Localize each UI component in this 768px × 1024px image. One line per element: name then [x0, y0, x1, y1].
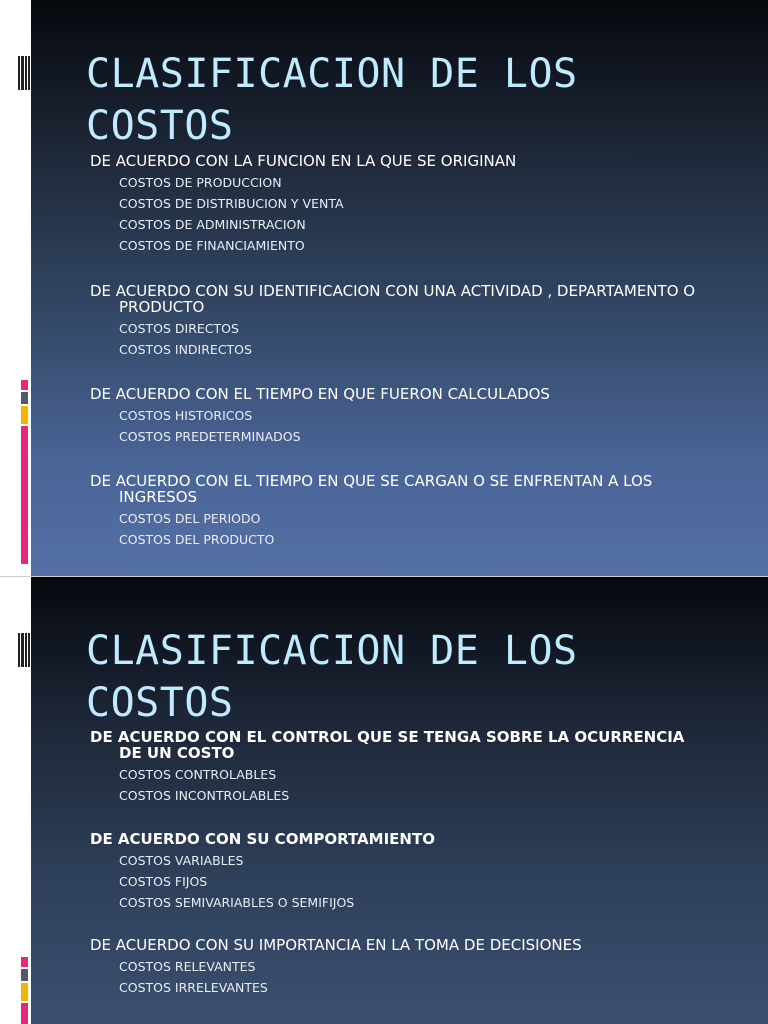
section-heading: DE ACUERDO CON SU COMPORTAMIENTO	[90, 830, 435, 848]
list-item: COSTOS INDIRECTOS	[119, 342, 252, 357]
list-item: COSTOS RELEVANTES	[119, 959, 256, 974]
section-heading: DE ACUERDO CON EL CONTROL QUE SE TENGA SOBRE LA OCURRENCIA DE UN COSTO	[90, 728, 685, 762]
section-heading: DE ACUERDO CON EL TIEMPO EN QUE FUERON CALCULADOS	[90, 385, 550, 403]
barcode-icon	[18, 56, 30, 90]
section	[90, 473, 708, 550]
section-heading: DE ACUERDO CON EL TIEMPO EN QUE SE CARGAN O SE ENFRENTAN A LOS INGRESOS	[90, 472, 653, 506]
section	[90, 729, 708, 806]
slide-title: CLASIFICACION DE LOS COSTOS	[86, 628, 578, 726]
list-item: COSTOS HISTORICOS	[119, 408, 253, 423]
accent-bar	[21, 957, 28, 1024]
barcode-icon	[18, 633, 30, 667]
list-item: COSTOS DEL PRODUCTO	[119, 532, 275, 547]
section-heading: DE ACUERDO CON LA FUNCION EN LA QUE SE ORIGINAN	[90, 152, 517, 170]
slide-title: CLASIFICACION DE LOS COSTOS	[86, 51, 578, 149]
section	[90, 831, 708, 913]
list-item: COSTOS CONTROLABLES	[119, 767, 277, 782]
list-item: COSTOS DE PRODUCCION	[119, 175, 282, 190]
section-heading: DE ACUERDO CON SU IDENTIFICACION CON UNA ACTIVIDAD , DEPARTAMENTO O PRODUCTO	[90, 282, 696, 316]
section	[90, 386, 708, 447]
list-item: COSTOS PREDETERMINADOS	[119, 429, 301, 444]
section	[90, 153, 708, 256]
slide-2	[0, 576, 768, 1024]
list-item: COSTOS DEL PERIODO	[119, 511, 261, 526]
section	[90, 283, 708, 360]
list-item: COSTOS DE ADMINISTRACION	[119, 217, 306, 232]
list-item: COSTOS DE DISTRIBUCION Y VENTA	[119, 196, 344, 211]
accent-bar	[21, 380, 28, 564]
section	[90, 937, 708, 998]
list-item: COSTOS DIRECTOS	[119, 321, 239, 336]
list-item: COSTOS SEMIVARIABLES O SEMIFIJOS	[119, 895, 355, 910]
list-item: COSTOS VARIABLES	[119, 853, 244, 868]
list-item: COSTOS INCONTROLABLES	[119, 788, 290, 803]
list-item: COSTOS IRRELEVANTES	[119, 980, 268, 995]
list-item: COSTOS DE FINANCIAMIENTO	[119, 238, 305, 253]
section-heading: DE ACUERDO CON SU IMPORTANCIA EN LA TOMA DE DECISIONES	[90, 936, 582, 954]
list-item: COSTOS FIJOS	[119, 874, 208, 889]
